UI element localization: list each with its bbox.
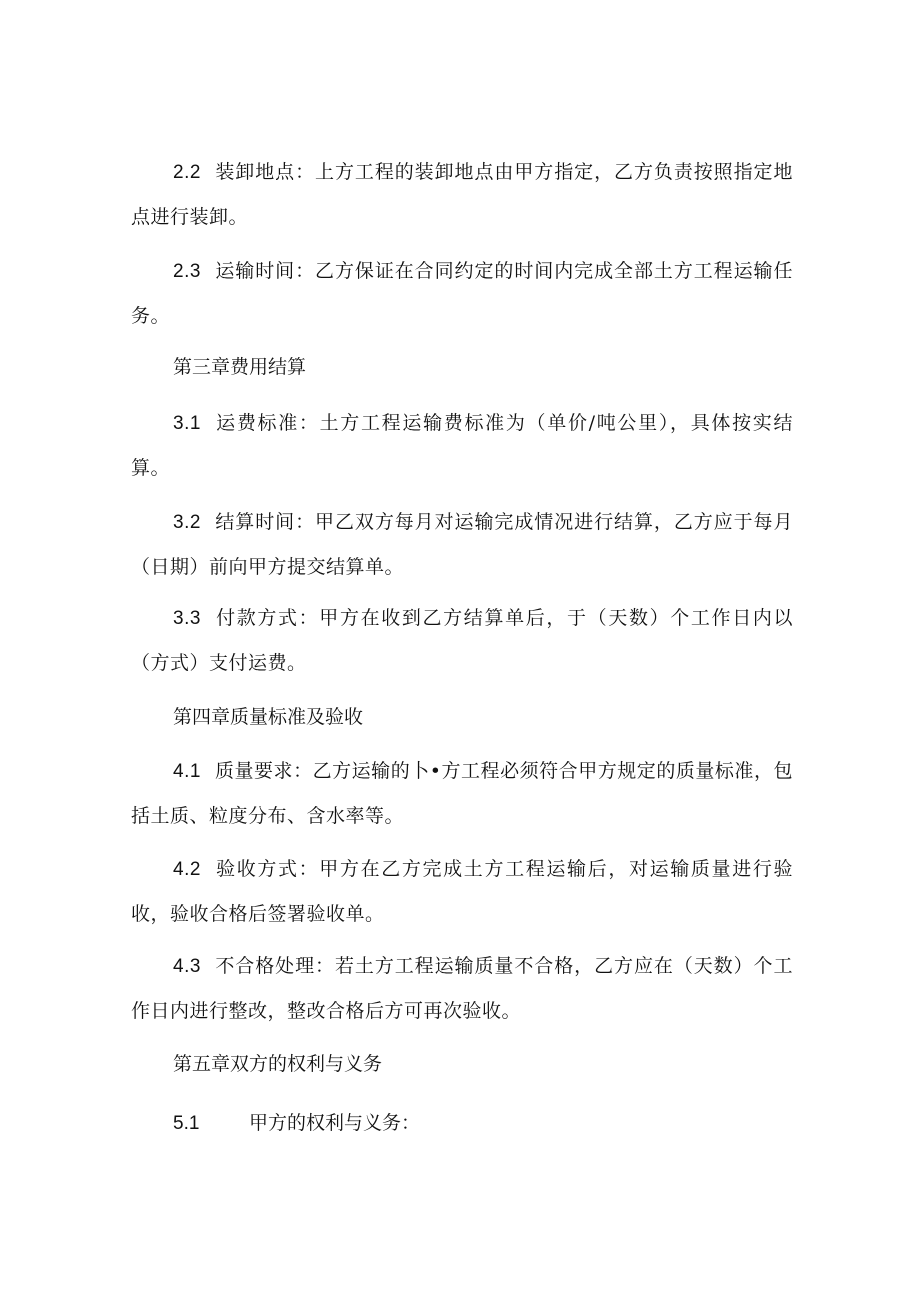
clause-text: 装卸地点：上方工程的装卸地点由甲方指定，乙方负责按照指定地点进行装卸。 (131, 161, 793, 228)
clause-2-3 (131, 249, 793, 338)
clause-number: 3.2 (173, 512, 201, 533)
clause-3-2 (131, 500, 793, 589)
chapter-heading-4: 第四章质量标准及验收 (173, 707, 364, 728)
clause-number: 4.1 (173, 761, 201, 782)
clause-number: 3.3 (173, 608, 201, 629)
clause-number: 5.1 (173, 1113, 200, 1134)
clause-4-3 (131, 944, 793, 1033)
chapter-heading-3: 第三章费用结算 (173, 357, 307, 378)
clause-3-1 (131, 401, 793, 490)
clause-number: 2.2 (173, 162, 201, 183)
chapter-heading-5: 第五章双方的权利与义务 (173, 1054, 383, 1075)
clause-text: 运费标准：土方工程运输费标准为（单价/吨公里），具体按实结算。 (131, 412, 793, 479)
clause-number: 4.2 (173, 859, 201, 880)
clause-number: 3.1 (173, 413, 201, 434)
clause-text: 运输时间：乙方保证在合同约定的时间内完成全部土方工程运输任务。 (131, 260, 793, 327)
clause-text: 甲方的权利与义务： (249, 1112, 421, 1134)
clause-text: 不合格处理：若土方工程运输质量不合格，乙方应在（天数）个工作日内进行整改，整改合格后方可再次验收。 (131, 955, 793, 1022)
clause-3-3 (131, 596, 793, 685)
clause-text: 质量要求：乙方运输的卜•方工程必须符合甲方规定的质量标准，包括土质、粒度分布、含水率等。 (131, 760, 793, 827)
clause-4-1 (131, 749, 793, 838)
clause-number: 4.3 (173, 956, 201, 977)
clause-5-1 (173, 1108, 420, 1139)
clause-number: 2.3 (173, 261, 201, 282)
clause-4-2 (131, 847, 793, 936)
clause-text: 结算时间：甲乙双方每月对运输完成情况进行结算，乙方应于每月（日期）前向甲方提交结算单。 (131, 511, 793, 578)
clause-2-2 (131, 150, 793, 239)
clause-text: 付款方式：甲方在收到乙方结算单后，于（天数）个工作日内以（方式）支付运费。 (131, 607, 793, 674)
clause-text: 验收方式：甲方在乙方完成土方工程运输后，对运输质量进行验收，验收合格后签署验收单。 (131, 858, 793, 925)
